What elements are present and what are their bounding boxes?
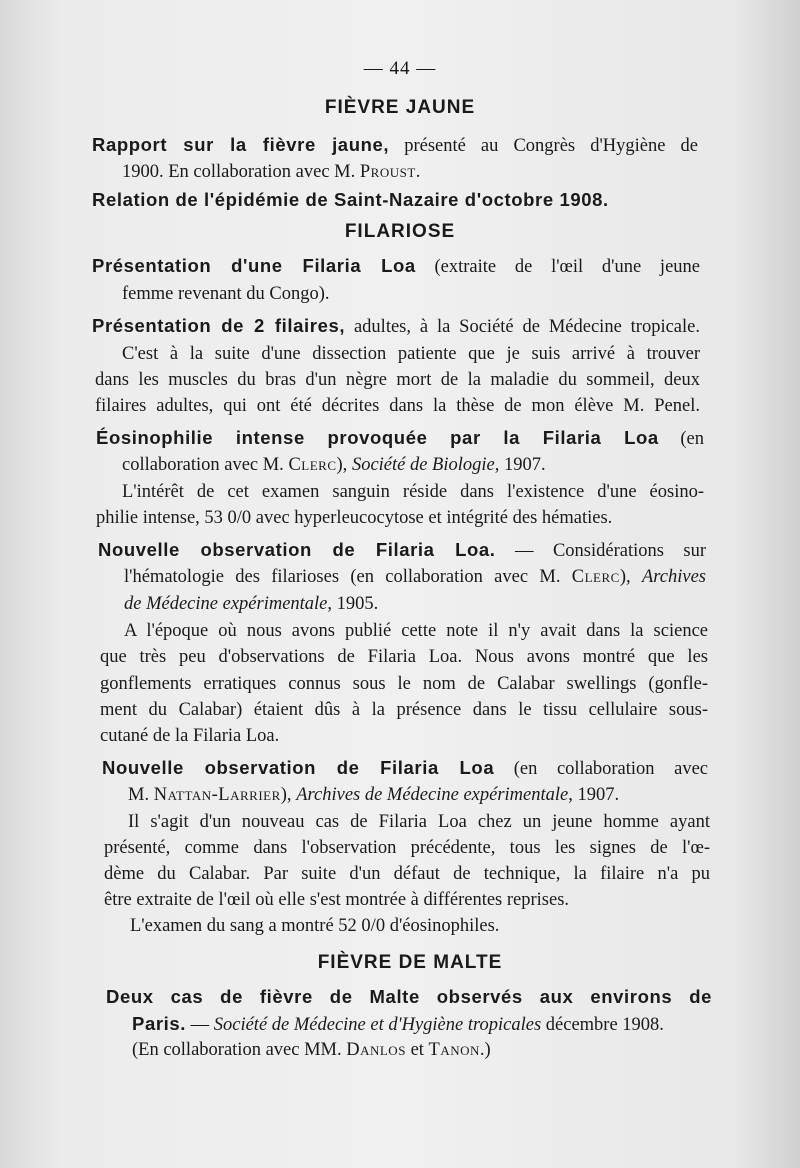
- text: philie intense, 53 0/0 avec hyperleucocytose et intégrité des hématies.: [96, 508, 613, 528]
- entry-title: Paris.: [132, 1013, 186, 1034]
- entry-title: Nouvelle observation de Filaria Loa: [102, 757, 495, 778]
- entry-title: Éosinophilie intense provoquée par la Filaria Loa: [96, 427, 659, 448]
- text-line: [96, 506, 612, 530]
- section-heading-filariose: FILARIOSE: [344, 221, 456, 242]
- text: 1900. En collaboration avec M.: [122, 162, 360, 182]
- text: .): [479, 1040, 491, 1060]
- page-number: — 44 —: [363, 58, 437, 79]
- text-line: [122, 480, 704, 504]
- text: filaires adultes, qui ont été décrites dans la thèse de mon élève M. Penel.: [95, 396, 700, 416]
- text: ),: [336, 455, 352, 475]
- entry-eosinophilie: [96, 426, 704, 451]
- journal-name: Archives de Médecine expérimentale: [296, 785, 569, 805]
- text-line: [122, 342, 700, 366]
- journal-name: Société de Biologie: [351, 455, 495, 475]
- text-line: [95, 368, 700, 392]
- entry-text: (en collaboration avec: [494, 759, 708, 779]
- text: ),: [280, 785, 297, 805]
- author-name: Tanon: [428, 1040, 480, 1060]
- text: dème du Calabar. Par suite d'un défaut de technique, la filaire n'a pu: [104, 864, 710, 884]
- text-line: [132, 1012, 664, 1037]
- text: , 1907.: [494, 455, 546, 475]
- text: L'examen du sang a montré 52 0/0 d'éosinophiles.: [130, 916, 500, 936]
- text-line: [132, 1038, 491, 1062]
- entry-nouvelle-observation-1907: [102, 756, 708, 781]
- text: que très peu d'observations de Filaria Loa. Nous avons montré que les: [100, 647, 708, 667]
- text: cutané de la Filaria Loa.: [100, 726, 280, 746]
- text-line: [95, 394, 700, 418]
- text: décembre 1908.: [541, 1015, 664, 1035]
- text-line: [122, 282, 330, 306]
- entry-text: — Considérations sur: [495, 541, 706, 561]
- text: M.: [128, 785, 154, 805]
- entry-title: Deux cas de fièvre de Malte observés aux environs de: [106, 986, 712, 1007]
- entry-fievre-malte: [106, 985, 712, 1010]
- entry-presentation-2-filaires: [92, 314, 700, 339]
- text: L'intérêt de cet examen sanguin réside dans l'existence d'une éosino-: [122, 482, 704, 502]
- entry-title: Présentation de 2 filaires,: [92, 315, 346, 336]
- text-line: [104, 888, 569, 912]
- author-name: Proust: [359, 162, 416, 182]
- section-heading-fievre-jaune: FIÈVRE JAUNE: [324, 97, 476, 118]
- text: Il s'agit d'un nouveau cas de Filaria Loa chez un jeune homme ayant: [128, 812, 710, 832]
- text: et: [405, 1040, 429, 1060]
- text: l'hématologie des filarioses (en collaboration avec M.: [124, 567, 572, 587]
- author-name: Nattan-Larrier: [153, 785, 281, 805]
- text-line: [124, 592, 378, 616]
- text-line: [104, 836, 710, 860]
- text: présenté, comme dans l'observation précédente, tous les signes de l'œ-: [104, 838, 710, 858]
- journal-name: Société de Médecine et d'Hygiène tropicales: [213, 1015, 542, 1035]
- text: femme revenant du Congo).: [122, 284, 330, 304]
- journal-name: Archives: [641, 567, 706, 587]
- text: ),: [619, 567, 642, 587]
- entry-title: Relation de l'épidémie de Saint-Nazaire d'octobre 1908.: [92, 189, 609, 210]
- text-line: [128, 810, 710, 834]
- entry-title: Nouvelle observation de Filaria Loa.: [98, 539, 496, 560]
- entry-relation-epidemie: [92, 188, 609, 213]
- text-line: [100, 672, 708, 696]
- text: , 1905.: [327, 594, 379, 614]
- text-line: [124, 619, 708, 643]
- text: dans les muscles du bras d'un nègre mort de la maladie du sommeil, deux: [95, 370, 700, 390]
- entry-nouvelle-observation-1905: [98, 538, 706, 563]
- text-line: [100, 724, 279, 748]
- text-line: [122, 160, 420, 184]
- text-line: [128, 783, 619, 807]
- text: .: [415, 162, 421, 182]
- entry-title: Rapport sur la fièvre jaune,: [92, 134, 390, 155]
- text: collaboration avec M.: [122, 455, 289, 475]
- section-heading-fievre-malte: FIÈVRE DE MALTE: [317, 952, 503, 973]
- entry-rapport-fievre-jaune: [92, 133, 698, 158]
- text-line: [104, 862, 710, 886]
- text-line: [100, 645, 708, 669]
- text: gonflements erratiques connus sous le nom de Calabar swellings (gonfle-: [100, 674, 708, 694]
- text-line: [100, 698, 708, 722]
- entry-text: présenté au Congrès d'Hygiène de: [389, 136, 698, 156]
- journal-name: de Médecine expérimentale: [124, 594, 328, 614]
- text: —: [186, 1015, 214, 1035]
- author-name: Clerc: [571, 567, 620, 587]
- entry-title: Présentation d'une Filaria Loa: [92, 255, 416, 276]
- text: être extraite de l'œil où elle s'est montrée à différentes reprises.: [104, 890, 570, 910]
- entry-presentation-filaria-loa: [92, 254, 700, 279]
- text-line: [124, 565, 706, 589]
- text-line: [122, 453, 546, 477]
- text: C'est à la suite d'une dissection patiente que je suis arrivé à trouver: [122, 344, 700, 364]
- entry-text: adultes, à la Société de Médecine tropicale.: [345, 317, 700, 337]
- entry-text: (en: [658, 429, 704, 449]
- text: (En collaboration avec MM.: [132, 1040, 347, 1060]
- text: , 1907.: [568, 785, 620, 805]
- entry-text: (extraite de l'œil d'une jeune: [415, 257, 700, 277]
- author-name: Clerc: [288, 455, 337, 475]
- text: A l'époque où nous avons publié cette note il n'y avait dans la science: [124, 621, 708, 641]
- author-name: Danlos: [346, 1040, 406, 1060]
- text: ment du Calabar) étaient dûs à la présence dans le tissu cellulaire sous-: [100, 700, 708, 720]
- text-line: [130, 914, 499, 938]
